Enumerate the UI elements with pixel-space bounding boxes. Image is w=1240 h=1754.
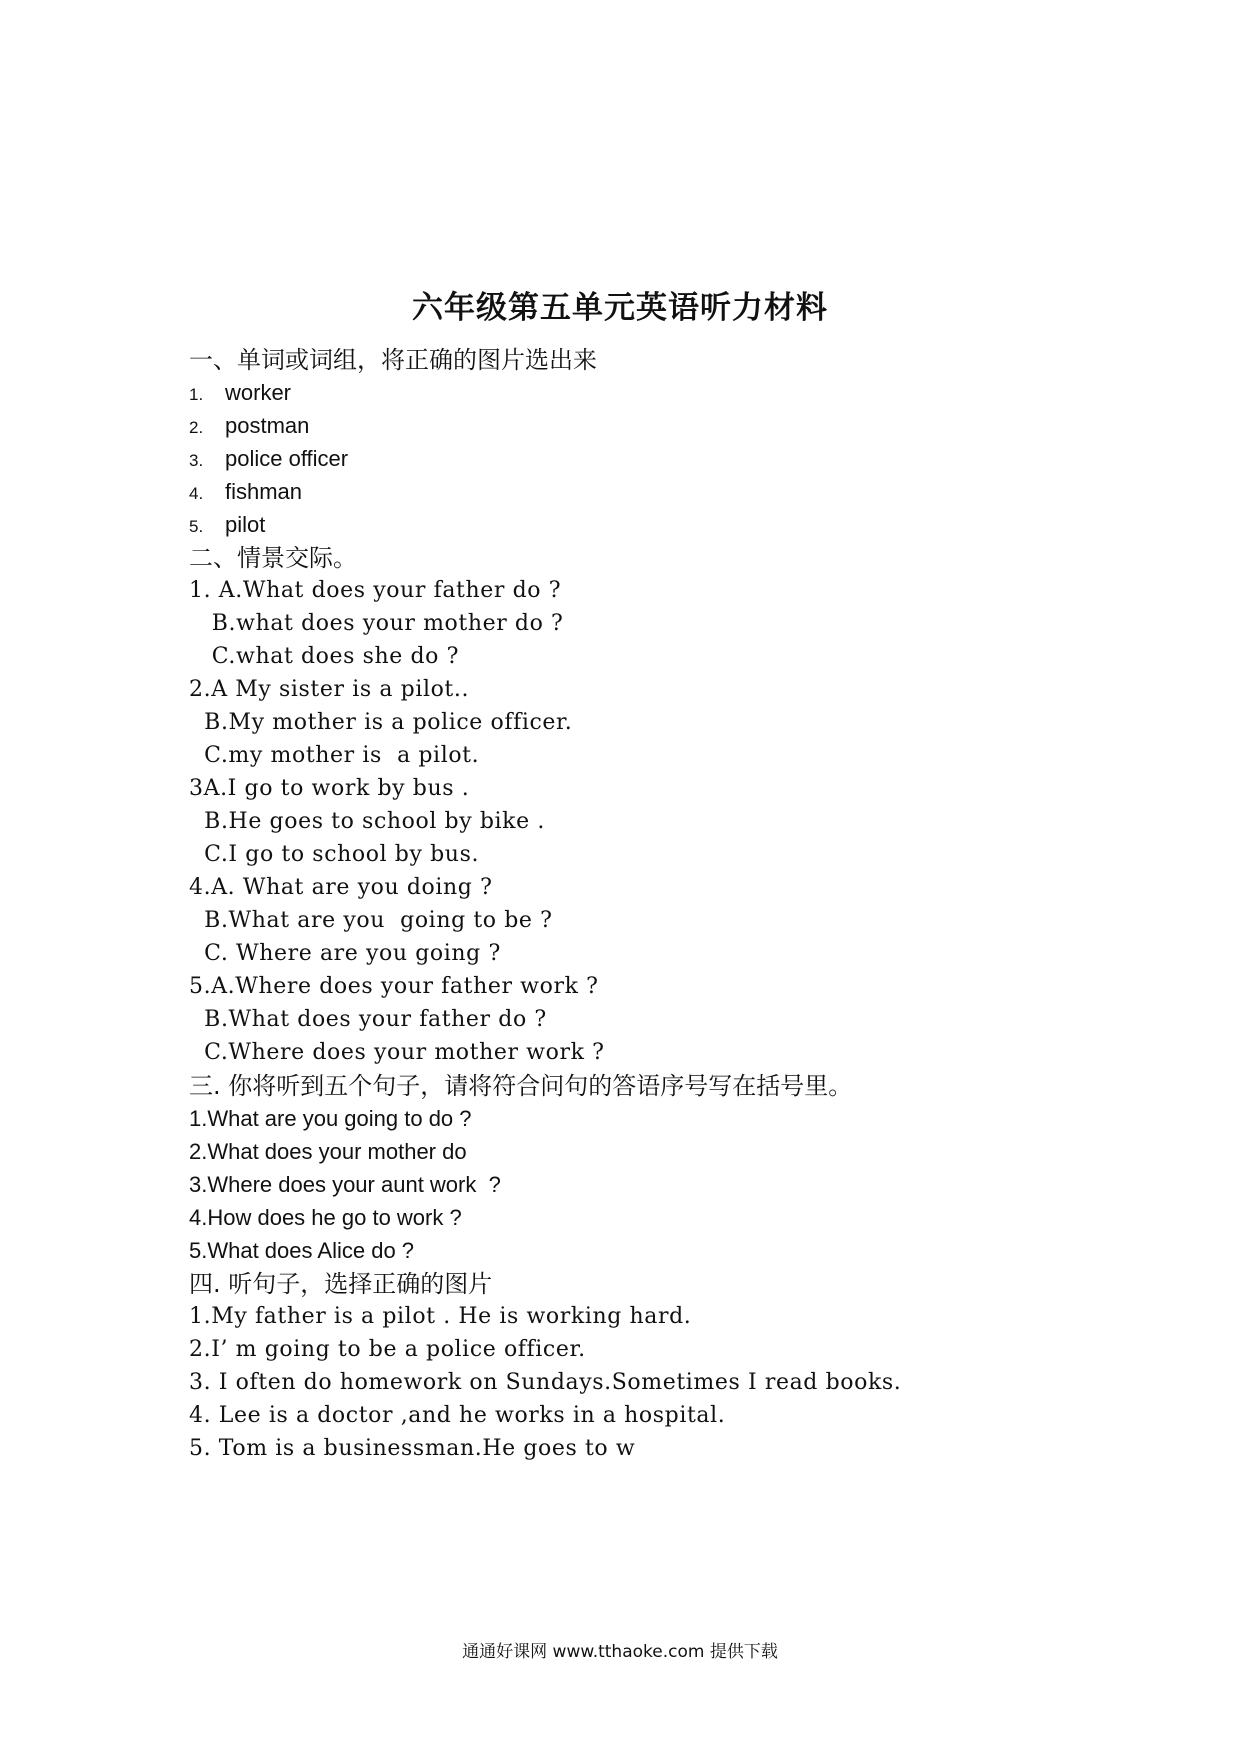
sentence-line: 1.My father is a pilot . He is working hard. [189, 1304, 692, 1329]
question-line: 3.Where does your aunt work ? [189, 1172, 501, 1197]
dialog-line: C.what does she do ? [189, 644, 459, 669]
sentence-line: 4. Lee is a doctor ,and he works in a hospital. [189, 1403, 726, 1428]
dialog-line: 2.A My sister is a pilot.. [189, 677, 470, 702]
list-item: 4. fishman [189, 479, 303, 504]
dialog-line: C.I go to school by bus. [189, 842, 480, 867]
dialog-line: B.what does your mother do ? [189, 611, 564, 636]
sentence-line: 5. Tom is a businessman.He goes to w [189, 1436, 636, 1461]
sentence-line: 3. I often do homework on Sundays.Sometimes I read books. [189, 1370, 902, 1395]
dialog-line: B.My mother is a police officer. [189, 710, 573, 735]
dialog-line: 4.A. What are you doing ? [189, 875, 493, 900]
question-line: 5.What does Alice do ? [189, 1238, 415, 1263]
dialog-line: B.What are you going to be ? [189, 908, 553, 933]
section4-heading: 四. 听句子，选择正确的图片 [189, 1270, 493, 1298]
list-item: 1. worker [189, 380, 292, 405]
list-item: 3. police officer [189, 446, 349, 471]
question-line: 1.What are you going to do ? [189, 1106, 472, 1131]
question-line: 2.What does your mother do [189, 1139, 467, 1164]
sentence-line: 2.I’ m going to be a police officer. [189, 1337, 586, 1362]
question-line: 4.How does he go to work ? [189, 1205, 462, 1230]
page-title: 六年级第五单元英语听力材料 [412, 290, 828, 326]
dialog-line: C.Where does your mother work ? [189, 1040, 605, 1065]
section2-heading: 二、情景交际。 [189, 544, 357, 572]
dialog-line: 3A.I go to work by bus . [189, 776, 470, 801]
dialog-line: B.He goes to school by bike . [189, 809, 545, 834]
dialog-line: 1. A.What does your father do ? [189, 578, 562, 603]
list-item: 2. postman [189, 413, 310, 438]
dialog-line: C. Where are you going ? [189, 941, 501, 966]
section1-heading: 一、单词或词组，将正确的图片选出来 [189, 346, 597, 374]
list-item: 5. pilot [189, 512, 266, 537]
dialog-line: C.my mother is a pilot. [189, 743, 480, 768]
page-footer: 通通好课网 www.tthaoke.com 提供下载 [462, 1642, 778, 1662]
dialog-line: B.What does your father do ? [189, 1007, 547, 1032]
section3-heading: 三. 你将听到五个句子，请将符合问句的答语序号写在括号里。 [189, 1072, 853, 1100]
dialog-line: 5.A.Where does your father work ? [189, 974, 599, 999]
